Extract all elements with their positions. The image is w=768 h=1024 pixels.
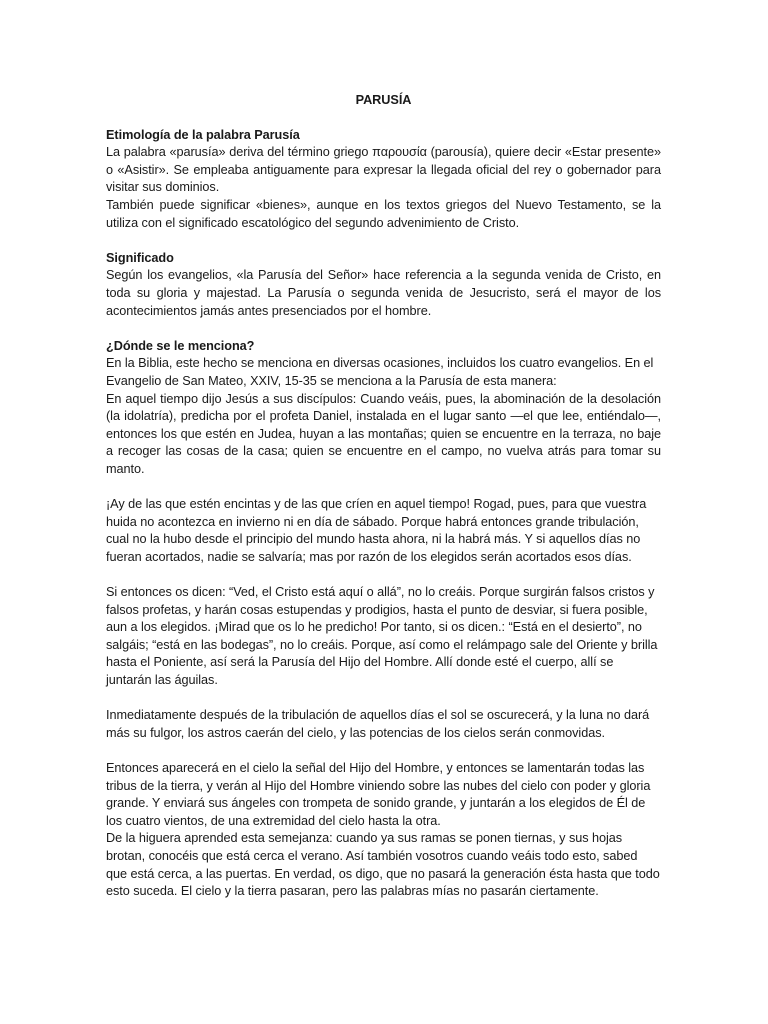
- paragraph-donde-6: Entonces aparecerá en el cielo la señal del Hijo del Hombre, y entonces se lamentarán todas las tribus de la tierra, y verán al Hijo del Hombre viniendo sobre las nubes del cielo con poder y gloria grande. Y enviará sus ángeles con trompeta de sonido grande, y juntarán a los elegidos de Él de los cuatro vientos, de una extremidad del cielo hasta la otra.: [106, 760, 651, 828]
- paragraph-gap: [106, 320, 661, 338]
- section-heading-donde: ¿Dónde se le menciona?: [106, 338, 255, 353]
- paragraph-etimologia-2: También puede significar «bienes», aunque en los textos griegos del Nuevo Testamento, se la utiliza con el significado escatológico del segundo advenimiento de Cristo.: [106, 197, 661, 230]
- section-heading-significado: Significado: [106, 250, 174, 265]
- paragraph-gap: [106, 690, 661, 708]
- document-page: [106, 92, 661, 901]
- paragraph-donde-2: En aquel tiempo dijo Jesús a sus discípulos: Cuando veáis, pues, la abominación de la desolación (la idolatría), predicha por el profeta Daniel, instalada en el lugar santo —el que lee, entiéndalo—, entonces los que estén en Judea, huyan a las montañas; quien se encuentre en la terraza, no baje a recoger las cosas de la casa; quien se encuentre en el campo, no vuelva atrás para tomar su manto.: [106, 391, 661, 476]
- document-title: PARUSÍA: [355, 93, 412, 107]
- paragraph-etimologia-1: La palabra «parusía» deriva del término griego παρουσία (parousía), quiere decir «Estar presente» o «Asistir». Se empleaba antiguamente para expresar la llegada oficial del rey o gobernador para visitar sus dominios.: [106, 145, 661, 195]
- paragraph-donde-7: De la higuera aprended esta semejanza: cuando ya sus ramas se ponen tiernas, y sus hojas brotan, conocéis que está cerca el verano. Así también vosotros cuando veáis todo esto, sabed que está cerca, a las puertas. En verdad, os digo, que no pasará la generación ésta hasta que todo esto suceda. El cielo y la tierra pasaran, pero las palabras mías no pasarán ciertamente.: [106, 831, 660, 899]
- paragraph-donde-5: Inmediatamente después de la tribulación de aquellos días el sol se oscurecerá, y la luna no dará más su fulgor, los astros caerán del cielo, y las potencias de los cielos serán conmovidas.: [106, 708, 650, 740]
- paragraph-significado-1: Según los evangelios, «la Parusía del Señor» hace referencia a la segunda venida de Cristo, en toda su gloria y majestad. La Parusía o segunda venida de Jesucristo, será el mayor de los acontecimientos jamás antes presenciados por el hombre.: [106, 268, 661, 318]
- paragraph-gap: [106, 478, 661, 496]
- paragraph-gap: [106, 232, 661, 250]
- paragraph-gap: [106, 742, 661, 760]
- section-heading-etimologia: Etimología de la palabra Parusía: [106, 127, 300, 142]
- paragraph-gap: [106, 566, 661, 584]
- paragraph-donde-3: ¡Ay de las que estén encintas y de las que críen en aquel tiempo! Rogad, pues, para que vuestra huida no acontezca en invierno ni en día de sábado. Porque habrá entonces grande tribulación, cual no la hubo desde el principio del mundo hasta ahora, ni la habrá más. Y si aquellos días no fueran acortados, nadie se salvaría; mas por razón de los elegidos serán acortados esos días.: [106, 497, 647, 564]
- paragraph-donde-4: Si entonces os dicen: “Ved, el Cristo está aquí o allá”, no lo creáis. Porque surgirán falsos cristos y falsos profetas, y harán cosas estupendas y prodigios, hasta el punto de desviar, si fuera posible, aun a los elegidos. ¡Mirad que os lo he predicho! Por tanto, si os dicen.: “Está en el desierto”, no salgáis; “está en las bodegas”, no lo creáis. Porque, así como el relámpago sale del Oriente y brilla hasta el Poniente, así será la Parusía del Hijo del Hombre. Allí donde esté el cuerpo, allí se juntarán las águilas.: [106, 585, 658, 687]
- paragraph-donde-1: En la Biblia, este hecho se menciona en diversas ocasiones, incluidos los cuatro evangelios. En el Evangelio de San Mateo, XXIV, 15-35 se menciona a la Parusía de esta manera:: [106, 356, 654, 388]
